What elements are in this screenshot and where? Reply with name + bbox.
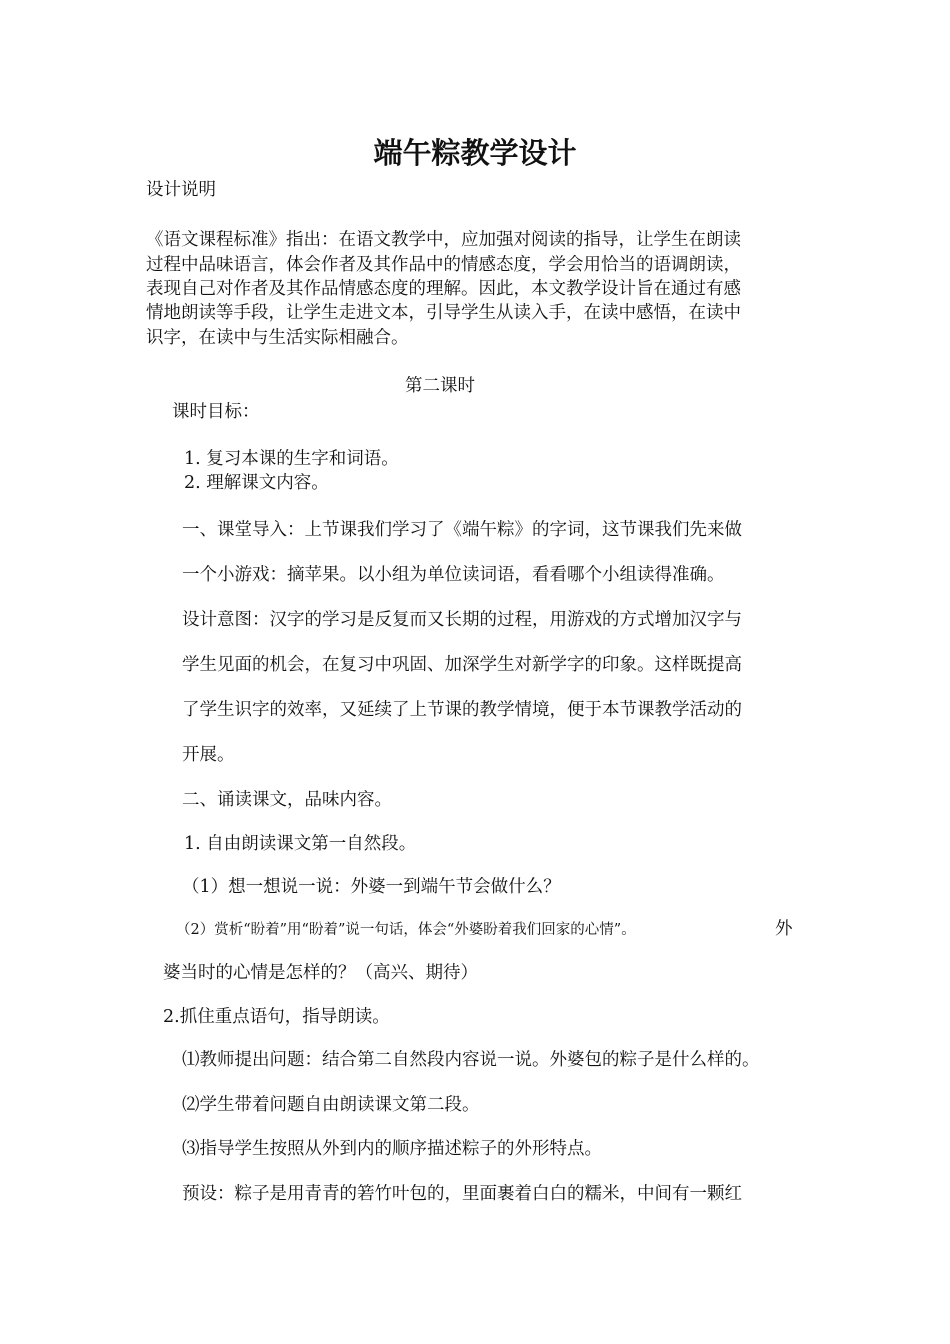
goals-label: 课时目标： [172,402,260,422]
intro-line: 过程中品味语言，体会作者及其作品中的情感态度，学会用恰当的语调朗读， [146,255,741,275]
goal-item: 2. 理解课文内容。 [184,473,329,493]
question-1: （1）想一想说一说：外婆一到端午节会做什么？ [182,877,561,897]
design-note-heading: 设计说明 [146,180,216,200]
design-intent-line: 设计意图：汉字的学习是反复而又长期的过程，用游戏的方式增加汉字与 [182,610,742,630]
section1-line: 一个小游戏：摘苹果。以小组为单位读词语，看看哪个小组读得准确。 [182,565,725,585]
reading-item-2: 2.抓住重点语句，指导朗读。 [163,1007,390,1027]
question-2-tail: 外 [775,919,793,939]
sub-item-3: ⑶指导学生按照从外到内的顺序描述粽子的外形特点。 [182,1139,602,1159]
intro-line: 表现自己对作者及其作品情感态度的理解。因此，本文教学设计旨在通过有感 [146,279,741,299]
lesson-heading: 第二课时 [405,376,475,396]
design-intent-line: 开展。 [182,745,235,765]
goal-item: 1. 复习本课的生字和词语。 [184,449,399,469]
document-title: 端午粽教学设计 [373,136,577,170]
section1-line: 一、课堂导入：上节课我们学习了《端午粽》的字词，这节课我们先来做 [182,520,742,540]
design-intent-line: 学生见面的机会，在复习中巩固、加深学生对新学字的印象。这样既提高 [182,655,742,675]
preset-line: 预设：粽子是用青青的箬竹叶包的，里面裹着白白的糯米，中间有一颗红 [182,1184,742,1204]
design-intent-line: 了学生识字的效率，又延续了上节课的教学情境，便于本节课教学活动的 [182,700,742,720]
sub-item-2: ⑵学生带着问题自由朗读课文第二段。 [182,1095,480,1115]
section2-heading: 二、诵读课文，品味内容。 [182,790,392,810]
sub-item-1: ⑴教师提出问题：结合第二自然段内容说一说。外婆包的粽子是什么样的。 [182,1050,760,1070]
intro-line: 《语文课程标准》指出：在语文教学中，应加强对阅读的指导，让学生在朗读 [146,230,741,250]
reading-item-1: 1. 自由朗读课文第一自然段。 [184,834,417,854]
intro-line: 情地朗读等手段，让学生走进文本，引导学生从读入手，在读中感悟，在读中 [146,303,741,323]
question-2: （2）赏析“盼着”用“盼着”说一句话，体会“外婆盼着我们回家的心情”。 [176,922,636,938]
question-2-continuation: 婆当时的心情是怎样的？（高兴、期待） [163,963,478,983]
intro-line: 识字，在读中与生活实际相融合。 [146,328,409,348]
